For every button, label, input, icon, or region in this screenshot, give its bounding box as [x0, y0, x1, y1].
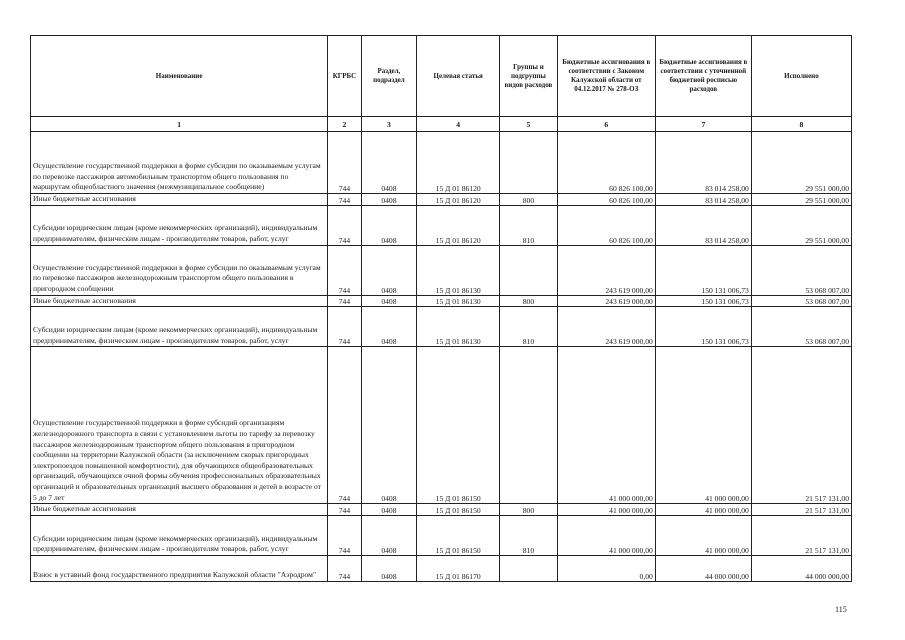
row-executed: 29 551 000,00	[751, 205, 851, 245]
row-budget-refined: 150 131 006,73	[655, 307, 751, 347]
row-target-article: 15 Д 01 86120	[417, 205, 500, 245]
row-section: 0408	[361, 515, 417, 555]
row-budget-refined: 41 000 000,00	[655, 347, 751, 504]
row-kgrbs: 744	[328, 205, 361, 245]
row-kgrbs: 744	[328, 132, 361, 194]
row-target-article: 15 Д 01 86150	[417, 347, 500, 504]
row-budget-law: 60 826 100,00	[557, 132, 655, 194]
page-number: 115	[835, 605, 847, 614]
row-budget-law: 41 000 000,00	[557, 515, 655, 555]
row-section: 0408	[361, 245, 417, 295]
column-number-row	[31, 117, 852, 132]
row-expense-group: 800	[500, 194, 558, 206]
table-row	[31, 205, 852, 245]
row-name: Осуществление государственной поддержки в форме субсидии по оказываемым услугам по перевозке пассажиров автомобильным транспортом общего пользования по маршрутам общеобластного значения (межмуниципальное сообщение)	[31, 132, 328, 194]
row-target-article: 15 Д 01 86150	[417, 504, 500, 516]
budget-table	[30, 35, 852, 582]
row-budget-law: 41 000 000,00	[557, 504, 655, 516]
column-number: 7	[655, 117, 751, 132]
row-budget-law: 41 000 000,00	[557, 347, 655, 504]
row-budget-law: 0,00	[557, 555, 655, 581]
row-budget-law: 60 826 100,00	[557, 194, 655, 206]
column-number: 3	[361, 117, 417, 132]
row-target-article: 15 Д 01 86170	[417, 555, 500, 581]
header-budget-refined: Бюджетные ассигнования в соответствии с уточненной бюджетной росписью расходов	[655, 36, 751, 117]
row-budget-refined: 41 000 000,00	[655, 504, 751, 516]
table-row	[31, 347, 852, 504]
row-budget-law: 243 619 000,00	[557, 295, 655, 307]
row-name: Субсидии юридическим лицам (кроме некоммерческих организаций), индивидуальным предпринимателям, физическим лицам - производителям товаров, работ, услуг	[31, 515, 328, 555]
row-executed: 21 517 131,00	[751, 515, 851, 555]
row-section: 0408	[361, 347, 417, 504]
table-row	[31, 194, 852, 206]
row-section: 0408	[361, 205, 417, 245]
row-kgrbs: 744	[328, 194, 361, 206]
column-number: 4	[417, 117, 500, 132]
header-executed: Исполнено	[751, 36, 851, 117]
row-target-article: 15 Д 01 86130	[417, 307, 500, 347]
table-row	[31, 295, 852, 307]
row-expense-group	[500, 555, 558, 581]
row-budget-refined: 44 000 000,00	[655, 555, 751, 581]
row-kgrbs: 744	[328, 515, 361, 555]
column-number: 8	[751, 117, 851, 132]
row-expense-group: 810	[500, 515, 558, 555]
row-name: Осуществление государственной поддержки в форме субсидии по оказываемым услугам по перевозке пассажиров железнодорожным транспортом общего пользования в пригородном сообщении	[31, 245, 328, 295]
column-number: 2	[328, 117, 361, 132]
column-number: 1	[31, 117, 328, 132]
row-budget-law: 243 619 000,00	[557, 307, 655, 347]
row-section: 0408	[361, 295, 417, 307]
row-target-article: 15 Д 01 86130	[417, 245, 500, 295]
row-budget-refined: 83 014 258,00	[655, 132, 751, 194]
row-budget-refined: 83 014 258,00	[655, 194, 751, 206]
row-expense-group: 810	[500, 205, 558, 245]
row-section: 0408	[361, 555, 417, 581]
table-row	[31, 555, 852, 581]
row-name: Иные бюджетные ассигнования	[31, 295, 328, 307]
header-budget-law: Бюджетные ассигнования в соответствии с Законом Калужской области от 04.12.2017 № 278-ОЗ	[557, 36, 655, 117]
row-expense-group: 800	[500, 295, 558, 307]
row-executed: 44 000 000,00	[751, 555, 851, 581]
row-kgrbs: 744	[328, 504, 361, 516]
row-executed: 21 517 131,00	[751, 504, 851, 516]
row-section: 0408	[361, 307, 417, 347]
row-executed: 53 068 007,00	[751, 295, 851, 307]
row-kgrbs: 744	[328, 295, 361, 307]
row-expense-group: 800	[500, 504, 558, 516]
row-executed: 53 068 007,00	[751, 307, 851, 347]
row-kgrbs: 744	[328, 245, 361, 295]
row-target-article: 15 Д 01 86120	[417, 132, 500, 194]
table-row	[31, 307, 852, 347]
row-budget-law: 60 826 100,00	[557, 205, 655, 245]
table-row	[31, 245, 852, 295]
row-name: Взнос в уставный фонд государственного предприятия Калужской области "Аэродром"	[31, 555, 328, 581]
row-expense-group	[500, 132, 558, 194]
row-expense-group: 810	[500, 307, 558, 347]
table-row	[31, 504, 852, 516]
header-name: Наименование	[31, 36, 328, 117]
row-name: Иные бюджетные ассигнования	[31, 194, 328, 206]
row-expense-group	[500, 245, 558, 295]
table-row	[31, 515, 852, 555]
row-section: 0408	[361, 194, 417, 206]
header-section: Раздел, подраздел	[361, 36, 417, 117]
row-executed: 21 517 131,00	[751, 347, 851, 504]
row-budget-refined: 150 131 006,73	[655, 295, 751, 307]
header-expense-groups: Группы и подгруппы видов расходов	[500, 36, 558, 117]
row-kgrbs: 744	[328, 555, 361, 581]
row-target-article: 15 Д 01 86150	[417, 515, 500, 555]
row-executed: 29 551 000,00	[751, 132, 851, 194]
header-kgrbs: КГРБС	[328, 36, 361, 117]
row-section: 0408	[361, 504, 417, 516]
table-row	[31, 132, 852, 194]
row-kgrbs: 744	[328, 307, 361, 347]
row-budget-refined: 83 014 258,00	[655, 205, 751, 245]
column-number: 6	[557, 117, 655, 132]
row-target-article: 15 Д 01 86130	[417, 295, 500, 307]
header-target-article: Целевая статья	[417, 36, 500, 117]
row-executed: 53 068 007,00	[751, 245, 851, 295]
row-name: Иные бюджетные ассигнования	[31, 504, 328, 516]
column-number: 5	[500, 117, 558, 132]
row-executed: 29 551 000,00	[751, 194, 851, 206]
row-name: Субсидии юридическим лицам (кроме некоммерческих организаций), индивидуальным предпринимателям, физическим лицам - производителям товаров, работ, услуг	[31, 307, 328, 347]
row-budget-refined: 41 000 000,00	[655, 515, 751, 555]
row-name: Осуществление государственной поддержки в форме субсидий организациям железнодорожного транспорта в связи с установлением льготы по тарифу за перевозку пассажиров железнодорожным транспортом общего пользования в пригородном сообщении на территории Калужской области (за исключением скорых пригородных электропоездов повышенной комфортности), для обучающихся общеобразовательных организаций, обучающихся очной формы обучения профессиональных образовательных организаций и образовательных организаций высшего образования и детей в возрасте от 5 до 7 лет	[31, 347, 328, 504]
row-expense-group	[500, 347, 558, 504]
row-target-article: 15 Д 01 86120	[417, 194, 500, 206]
row-name: Субсидии юридическим лицам (кроме некоммерческих организаций), индивидуальным предпринимателям, физическим лицам - производителям товаров, работ, услуг	[31, 205, 328, 245]
row-budget-refined: 150 131 006,73	[655, 245, 751, 295]
header-row	[31, 36, 852, 117]
row-section: 0408	[361, 132, 417, 194]
row-budget-law: 243 619 000,00	[557, 245, 655, 295]
row-kgrbs: 744	[328, 347, 361, 504]
